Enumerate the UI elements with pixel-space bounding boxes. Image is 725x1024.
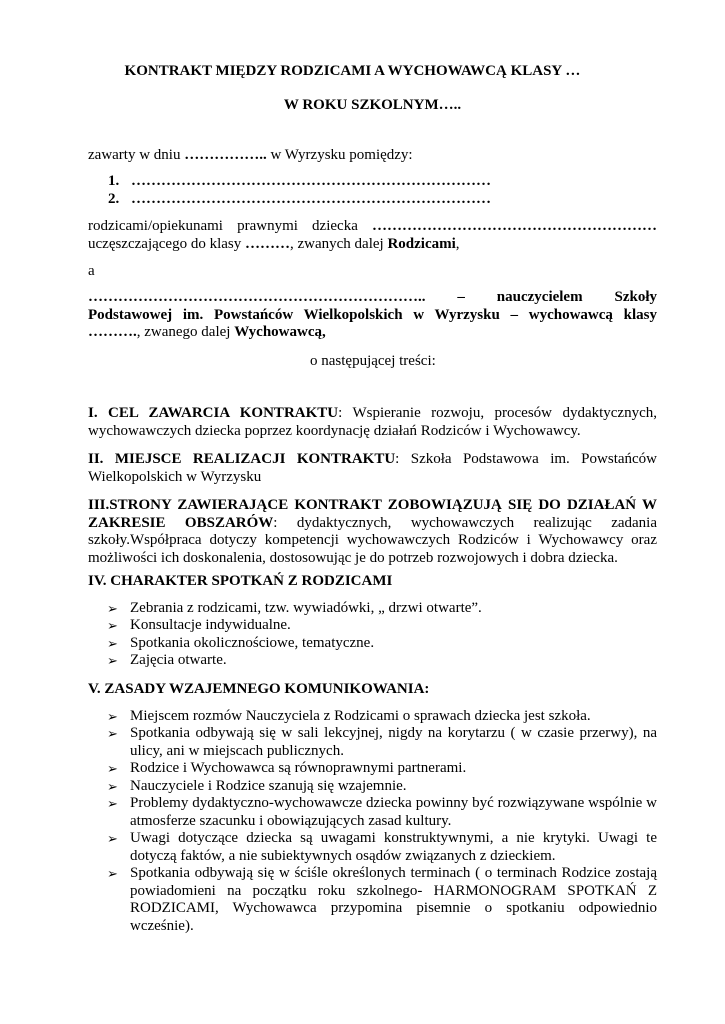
parent-blank-2: ……………………………………………………………… xyxy=(131,191,491,207)
list-item-text: Zebrania z rodzicami, tzw. wywiadówki, „ drzwi otwarte”. xyxy=(130,599,482,616)
section-1-text: : Wspieranie rozwoju, procesów dydaktycznych, wychowawczych dziecka poprzez koordynację działań Rodziców i Wychowawcy. xyxy=(88,405,657,439)
arrow-bullet-icon: ➢ xyxy=(107,866,118,881)
arrow-bullet-icon: ➢ xyxy=(107,618,118,633)
list-item xyxy=(88,617,657,635)
parent-blank-1: ……………………………………………………………… xyxy=(131,173,491,189)
class-blank: ……… xyxy=(245,235,290,252)
arrow-bullet-icon: ➢ xyxy=(107,831,118,846)
arrow-bullet-icon: ➢ xyxy=(107,778,118,794)
list-item xyxy=(88,778,657,796)
list-item xyxy=(88,652,657,670)
list-item-text: Problemy dydaktyczno-wychowawcze dziecka powinny być rozwiązywane wspólnie w atmosferze szacunku i obowiązujących zasad kultury. xyxy=(130,795,657,829)
contract-date-line xyxy=(88,147,657,165)
and-word: a xyxy=(88,263,95,279)
parents-term: Rodzicami xyxy=(387,235,456,252)
list-item-text: Uwagi dotyczące dziecka są uwagami konstruktywnymi, a nie krytyki. Uwagi te dotyczą faktów, a nie subiektywnych osądów związanych z dzieckiem. xyxy=(130,830,657,864)
title-line-2 xyxy=(0,97,725,115)
parent-number-1: 1. xyxy=(108,173,120,189)
arrow-bullet-icon: ➢ xyxy=(107,600,118,616)
parents-line-2 xyxy=(88,236,657,254)
teacher-mid: , zwanego dalej xyxy=(136,324,235,340)
list-item-text: Miejscem rozmów Nauczyciela z Rodzicami o sprawach dziecka jest szkoła. xyxy=(130,707,591,724)
date-blank: …………….. xyxy=(184,147,267,163)
section-4 xyxy=(88,573,657,670)
title-text-2: W ROKU SZKOLNYM….. xyxy=(283,97,462,113)
section-3-text: : dydaktycznych, wychowawczych realizując zadania szkoły.Współpraca dotyczy kompetencji wychowawczych Rodziców i Wychowawcy oraz możliwości ich doskonalenia, dostosowując je do potrzeb rozwojowych i dobra dziecka. xyxy=(88,514,657,566)
parents-paragraph xyxy=(88,218,657,253)
list-item xyxy=(88,725,657,760)
teacher-blank: ………………………………………………………….. xyxy=(88,289,458,305)
arrow-bullet-icon: ➢ xyxy=(107,635,118,651)
list-item-text: Spotkania okolicznościowe, tematyczne. xyxy=(130,634,375,651)
date-prefix: zawarty w dniu xyxy=(88,147,185,163)
date-suffix: w Wyrzysku pomiędzy: xyxy=(266,147,413,163)
parents-end: , xyxy=(455,235,460,252)
arrow-bullet-icon: ➢ xyxy=(107,708,118,724)
teacher-class-blank: ………. xyxy=(88,324,137,340)
list-item-text: Spotkania odbywają się w ściśle określonych terminach ( o terminach Rodzice zostają powiadomieni na początku roku szkolnego- HARMONOGRAM SPOTKAŃ Z RODZICAMI, Wychowawca przypomina pisemnie o spotkaniu odpowiednio wcześnie). xyxy=(130,865,657,934)
list-item-text: Rodzice i Wychowawca są równoprawnymi partnerami. xyxy=(130,760,467,776)
list-item xyxy=(88,795,657,830)
section-3 xyxy=(88,497,657,567)
following-text: o następującej treści: xyxy=(310,353,436,369)
parents-mid: , zwanych dalej xyxy=(290,235,388,252)
list-item xyxy=(88,865,657,935)
section-1-heading: I. CEL ZAWARCIA KONTRAKTU xyxy=(88,405,339,421)
title-line-1 xyxy=(0,63,725,81)
list-item xyxy=(88,635,657,653)
arrow-bullet-icon: ➢ xyxy=(107,761,118,776)
title-text-1: KONTRAKT MIĘDZY RODZICAMI A WYCHOWAWCĄ KLASY … xyxy=(124,63,581,79)
parents-text: rodzicami/opiekunami prawnymi dziecka xyxy=(88,218,372,234)
arrow-bullet-icon: ➢ xyxy=(107,653,118,668)
child-name-blank: ………………………………………………… xyxy=(372,218,657,234)
section-5-heading: V. ZASADY WZAJEMNEGO KOMUNIKOWANIA: xyxy=(88,681,430,697)
list-item xyxy=(88,708,657,726)
section-2 xyxy=(88,451,657,486)
section-2-text: : Szkoła Podstawowa im. Powstańców Wielkopolskich w Wyrzysku xyxy=(88,451,658,485)
class-prefix: uczęszczającego do klasy xyxy=(88,235,245,252)
section-5-list xyxy=(88,708,657,936)
parents-line-1 xyxy=(88,218,657,236)
teacher-paragraph xyxy=(88,289,657,342)
list-item-text: Konsultacje indywidualne. xyxy=(130,617,291,633)
section-1 xyxy=(88,405,657,440)
list-item xyxy=(88,600,657,618)
list-item xyxy=(88,830,657,865)
section-2-heading: II. MIEJSCE REALIZACJI KONTRAKTU xyxy=(88,451,396,467)
teacher-description: – nauczycielem Szkoły Podstawowej im. Powstańców Wielkopolskich w Wyrzysku – wychowawcą klasy xyxy=(88,289,657,323)
section-4-heading: IV. CHARAKTER SPOTKAŃ Z RODZICAMI xyxy=(88,573,393,589)
parents-list xyxy=(0,173,725,209)
section-3-heading: III.STRONY ZAWIERAJĄCE KONTRAKT ZOBOWIĄZUJĄ SIĘ DO DZIAŁAŃ W ZAKRESIE OBSZARÓW xyxy=(88,497,657,531)
arrow-bullet-icon: ➢ xyxy=(107,796,118,811)
list-item-text: Zajęcia otwarte. xyxy=(130,652,227,668)
list-item xyxy=(88,760,657,778)
list-item-text: Nauczyciele i Rodzice szanują się wzajemnie. xyxy=(130,777,407,794)
parent-number-2: 2. xyxy=(108,191,120,207)
arrow-bullet-icon: ➢ xyxy=(107,726,118,741)
list-item-text: Spotkania odbywają się w sali lekcyjnej, nigdy na korytarzu ( w czasie przerwy), na ulicy, ani w miejscach publicznych. xyxy=(130,725,657,759)
section-5 xyxy=(88,681,657,935)
section-4-list xyxy=(88,600,657,670)
teacher-role: Wychowawcą, xyxy=(234,324,326,340)
